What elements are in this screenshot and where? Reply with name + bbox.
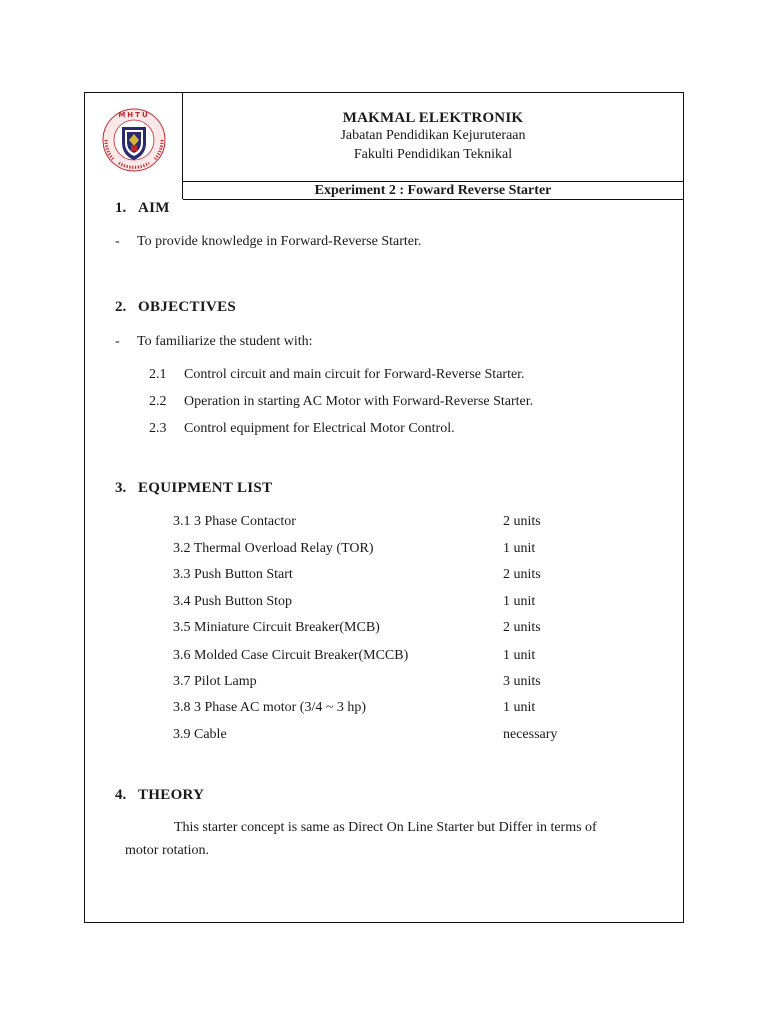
equipment-qty: 2 units xyxy=(503,620,541,635)
equipment-qty: necessary xyxy=(503,727,558,742)
faculty-name: Fakulti Pendidikan Teknikal xyxy=(353,147,513,162)
objective-number: 2.1 xyxy=(149,367,167,382)
header-block xyxy=(183,93,683,182)
equipment-qty: 2 units xyxy=(503,514,541,529)
section-title-objectives: OBJECTIVES xyxy=(138,299,237,315)
logo-text: MHTU xyxy=(118,111,150,119)
section-number: 4. xyxy=(115,787,127,803)
section-title-theory: THEORY xyxy=(138,787,205,803)
bullet: - xyxy=(115,234,120,249)
equipment-qty: 2 units xyxy=(503,567,541,582)
objective-text: Control equipment for Electrical Motor Control. xyxy=(184,421,455,436)
equipment-item: 3.1 3 Phase Contactor xyxy=(173,514,296,529)
objective-number: 2.2 xyxy=(149,394,167,409)
objective-text: Operation in starting AC Motor with Forward-Reverse Starter. xyxy=(184,394,534,409)
equipment-qty: 1 unit xyxy=(503,541,536,556)
objectives-intro: To familiarize the student with: xyxy=(137,334,313,349)
equipment-item: 3.3 Push Button Start xyxy=(173,567,293,582)
document-page xyxy=(84,92,684,923)
equipment-qty: 1 unit xyxy=(503,594,536,609)
section-number: 1. xyxy=(115,200,127,216)
section-number: 3. xyxy=(115,480,127,496)
aim-text: To provide knowledge in Forward-Reverse Starter. xyxy=(137,234,422,249)
bullet: - xyxy=(115,334,120,349)
equipment-item: 3.4 Push Button Stop xyxy=(173,594,293,609)
lab-title: MAKMAL ELEKTRONIK xyxy=(342,110,524,126)
objective-text: Control circuit and main circuit for Forward-Reverse Starter. xyxy=(184,367,525,382)
section-title-equipment: EQUIPMENT LIST xyxy=(138,480,273,496)
section-number: 2. xyxy=(115,299,127,315)
equipment-item: 3.7 Pilot Lamp xyxy=(173,674,257,689)
experiment-title: Experiment 2 : Foward Reverse Starter xyxy=(183,181,683,200)
equipment-qty: 1 unit xyxy=(503,648,536,663)
objective-number: 2.3 xyxy=(149,421,167,436)
section-title-aim: AIM xyxy=(138,200,170,216)
equipment-qty: 1 unit xyxy=(503,700,536,715)
theory-text-line-2: motor rotation. xyxy=(125,843,209,858)
equipment-item: 3.9 Cable xyxy=(173,727,227,742)
equipment-item: 3.8 3 Phase AC motor (3/4 ~ 3 hp) xyxy=(173,700,367,715)
equipment-item: 3.2 Thermal Overload Relay (TOR) xyxy=(173,541,374,556)
theory-text-line-1: This starter concept is same as Direct On Line Starter but Differ in terms of xyxy=(174,820,597,835)
university-logo xyxy=(101,107,167,173)
logo-cell xyxy=(85,93,183,199)
department-name: Jabatan Pendidikan Kejuruteraan xyxy=(340,128,526,143)
equipment-qty: 3 units xyxy=(503,674,541,689)
equipment-item: 3.5 Miniature Circuit Breaker(MCB) xyxy=(173,620,380,635)
equipment-item: 3.6 Molded Case Circuit Breaker(MCCB) xyxy=(173,648,409,663)
